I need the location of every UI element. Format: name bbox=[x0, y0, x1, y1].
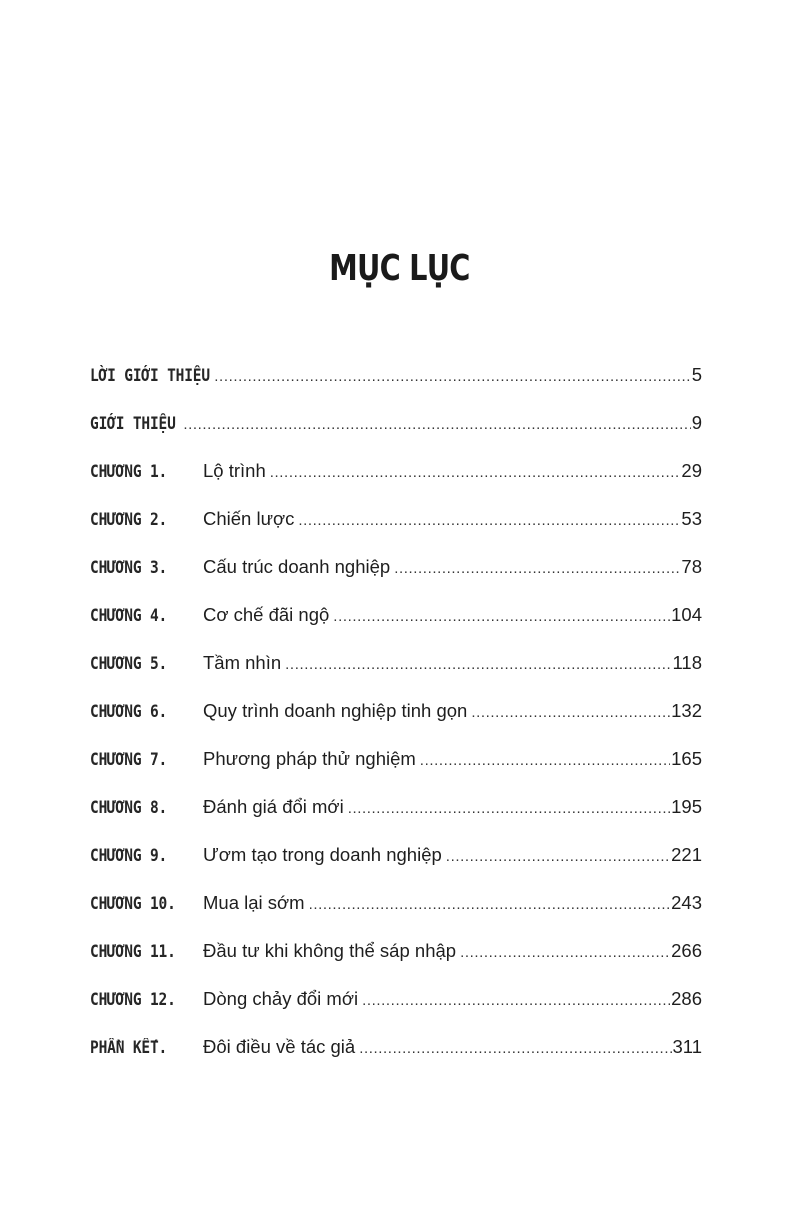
toc-entry-page: 9 bbox=[691, 412, 702, 433]
toc-leader-dots bbox=[420, 752, 670, 769]
toc-leader-dots bbox=[183, 416, 690, 433]
toc-entry-title: Đôi điều về tác giả bbox=[203, 1036, 356, 1057]
toc-entry-label: CHƯƠNG 12. bbox=[90, 990, 176, 1009]
toc-leader-dots bbox=[446, 848, 670, 865]
toc-leader-dots bbox=[362, 992, 670, 1009]
toc-leader-dots bbox=[359, 1040, 671, 1057]
toc-entry-foreword[interactable] bbox=[90, 364, 702, 412]
toc-leader-dots bbox=[309, 896, 671, 913]
toc-leader-dots bbox=[348, 800, 670, 817]
toc-entry-label: CHƯƠNG 9. bbox=[90, 846, 168, 865]
toc-entry-label: CHƯƠNG 5. bbox=[90, 654, 168, 673]
toc-entry-page: 195 bbox=[671, 796, 702, 817]
toc-entry-title: Ươm tạo trong doanh nghiệp bbox=[203, 844, 442, 865]
toc-entry-label: PHẦN KẾT. bbox=[90, 1038, 168, 1057]
toc-entry-page: 53 bbox=[681, 508, 702, 529]
toc-entry-page: 104 bbox=[671, 604, 702, 625]
page-title: MỤC LỤC bbox=[329, 248, 470, 289]
toc-entry-label: GIỚI THIỆU bbox=[90, 414, 176, 433]
toc-entry-label: LỜI GIỚI THIỆU bbox=[90, 366, 210, 385]
toc-entry-label: CHƯƠNG 2. bbox=[90, 510, 168, 529]
toc-entry-page: 286 bbox=[671, 988, 702, 1009]
toc-entry-chapter-6[interactable] bbox=[90, 700, 702, 748]
toc-entry-introduction[interactable] bbox=[90, 412, 702, 460]
toc-entry-chapter-12[interactable] bbox=[90, 988, 702, 1036]
table-of-contents bbox=[90, 364, 702, 1084]
toc-leader-dots bbox=[333, 608, 670, 625]
toc-entry-page: 5 bbox=[691, 364, 702, 385]
toc-leader-dots bbox=[471, 704, 670, 721]
toc-entry-chapter-1[interactable] bbox=[90, 460, 702, 508]
toc-entry-label: CHƯƠNG 6. bbox=[90, 702, 168, 721]
toc-entry-title: Cấu trúc doanh nghiệp bbox=[203, 556, 391, 577]
toc-entry-title: Quy trình doanh nghiệp tinh gọn bbox=[203, 700, 468, 721]
toc-entry-page: 118 bbox=[672, 652, 702, 673]
toc-leader-dots bbox=[460, 944, 670, 961]
toc-entry-title: Tầm nhìn bbox=[203, 652, 282, 673]
toc-entry-page: 29 bbox=[681, 460, 702, 481]
toc-entry-title: Cơ chế đãi ngộ bbox=[203, 604, 330, 625]
toc-entry-page: 266 bbox=[671, 940, 702, 961]
toc-entry-title: Lộ trình bbox=[203, 460, 266, 481]
toc-entry-label: CHƯƠNG 10. bbox=[90, 894, 176, 913]
toc-entry-epilogue[interactable] bbox=[90, 1036, 702, 1084]
toc-entry-page: 221 bbox=[671, 844, 702, 865]
toc-leader-dots bbox=[214, 368, 690, 385]
toc-entry-chapter-7[interactable] bbox=[90, 748, 702, 796]
toc-entry-title: Phương pháp thử nghiệm bbox=[203, 748, 416, 769]
toc-entry-page: 132 bbox=[671, 700, 702, 721]
toc-leader-dots bbox=[394, 560, 680, 577]
toc-entry-page: 78 bbox=[681, 556, 702, 577]
toc-entry-page: 243 bbox=[671, 892, 702, 913]
toc-entry-chapter-11[interactable] bbox=[90, 940, 702, 988]
toc-entry-title: Đầu tư khi không thể sáp nhập bbox=[203, 940, 457, 961]
toc-entry-title: Mua lại sớm bbox=[203, 892, 305, 913]
toc-entry-label: CHƯƠNG 8. bbox=[90, 798, 168, 817]
toc-entry-chapter-5[interactable] bbox=[90, 652, 702, 700]
toc-leader-dots bbox=[298, 512, 680, 529]
toc-entry-label: CHƯƠNG 3. bbox=[90, 558, 168, 577]
toc-entry-label: CHƯƠNG 4. bbox=[90, 606, 168, 625]
toc-entry-chapter-8[interactable] bbox=[90, 796, 702, 844]
toc-entry-title: Dòng chảy đổi mới bbox=[203, 988, 359, 1009]
toc-entry-label: CHƯƠNG 7. bbox=[90, 750, 168, 769]
toc-entry-page: 165 bbox=[671, 748, 702, 769]
toc-entry-title: Chiến lược bbox=[203, 508, 295, 529]
toc-entry-chapter-2[interactable] bbox=[90, 508, 702, 556]
toc-entry-title: Đánh giá đổi mới bbox=[203, 796, 344, 817]
toc-entry-chapter-9[interactable] bbox=[90, 844, 702, 892]
toc-leader-dots bbox=[270, 464, 681, 481]
toc-entry-page: 311 bbox=[672, 1036, 702, 1057]
toc-entry-label: CHƯƠNG 11. bbox=[90, 942, 176, 961]
toc-entry-chapter-3[interactable] bbox=[90, 556, 702, 604]
toc-leader-dots bbox=[285, 656, 671, 673]
toc-entry-chapter-4[interactable] bbox=[90, 604, 702, 652]
toc-entry-chapter-10[interactable] bbox=[90, 892, 702, 940]
toc-entry-label: CHƯƠNG 1. bbox=[90, 462, 168, 481]
